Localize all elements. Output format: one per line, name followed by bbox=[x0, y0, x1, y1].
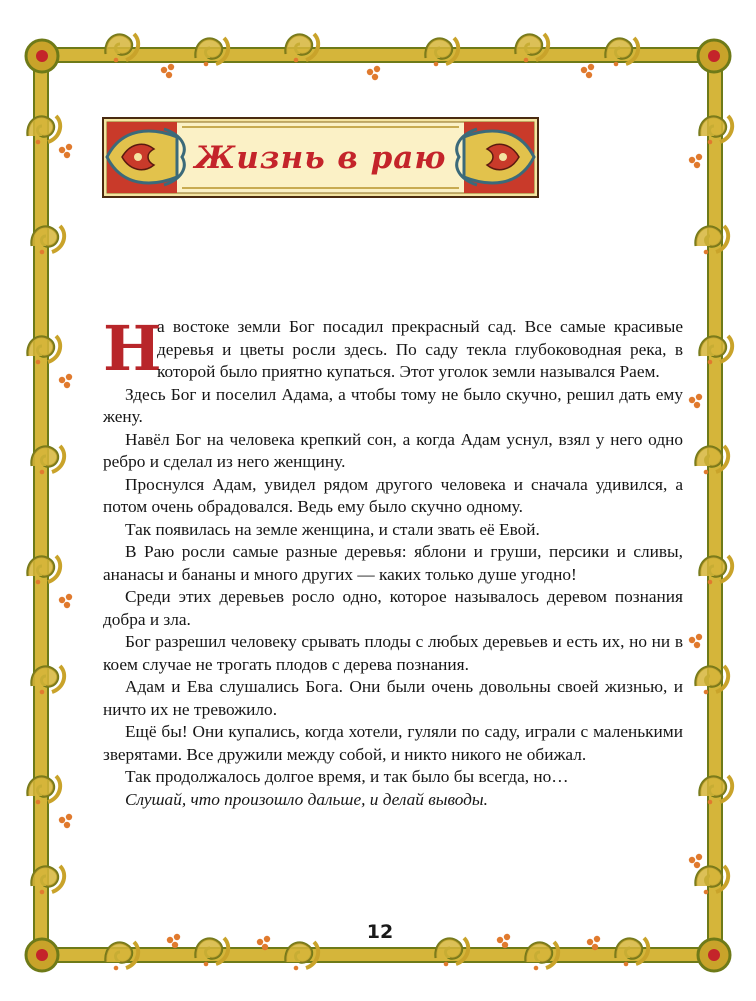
paragraph: В Раю росли самые разные деревья: яблони и груши, персики и сливы, ананасы и бананы и много других — каких только душе угодно! bbox=[103, 542, 683, 584]
paragraph: Так продолжалось долгое время, и так было бы всегда, но… bbox=[125, 767, 569, 786]
page-title: Жизнь в раю bbox=[194, 139, 447, 176]
paragraph: Навёл Бог на человека крепкий сон, а когда Адам уснул, взял у него одно ребро и сделал из него женщину. bbox=[103, 429, 683, 471]
paragraph: Ещё бы! Они купались, когда хотели, гуляли по саду, играли с маленькими зверятами. Все дружили между собой, и никто никого не обижал. bbox=[103, 722, 683, 764]
paragraph: Адам и Ева слушались Бога. Они были очень довольны своей жизнью, и ничто их не тревожило. bbox=[103, 677, 683, 719]
paragraph: Проснулся Адам, увидел рядом другого человека и сначала удивился, а потом очень обрадовался. Ведь ему было скучно одному. bbox=[103, 474, 683, 516]
paragraph: Бог разрешил человеку срывать плоды с любых деревьев и есть их, но ни в коем случае не трогать плодов с дерева познания. bbox=[103, 632, 683, 674]
paragraph: Среди этих деревьев росло одно, которое называлось деревом познания добра и зла. bbox=[103, 587, 683, 629]
page-number: 12 bbox=[366, 921, 394, 943]
closing-paragraph: Слушай, что произошло дальше, и делай выводы. bbox=[125, 789, 488, 809]
paragraph: Здесь Бог и поселил Адама, а чтобы тому не было скучно, решил дать ему жену. bbox=[103, 384, 683, 426]
story-text bbox=[103, 312, 683, 811]
dropcap: Н bbox=[103, 312, 162, 385]
paragraph: Так появилась на земле женщина, и стали звать её Евой. bbox=[125, 519, 540, 539]
paragraph: Н а востоке земли Бог посадил прекрасный сад. Все самые красивые деревья и цветы росли здесь. По саду текла глубоководная река, в которой было приятно купаться. Этот уголок земли назывался Раем. bbox=[103, 312, 683, 385]
